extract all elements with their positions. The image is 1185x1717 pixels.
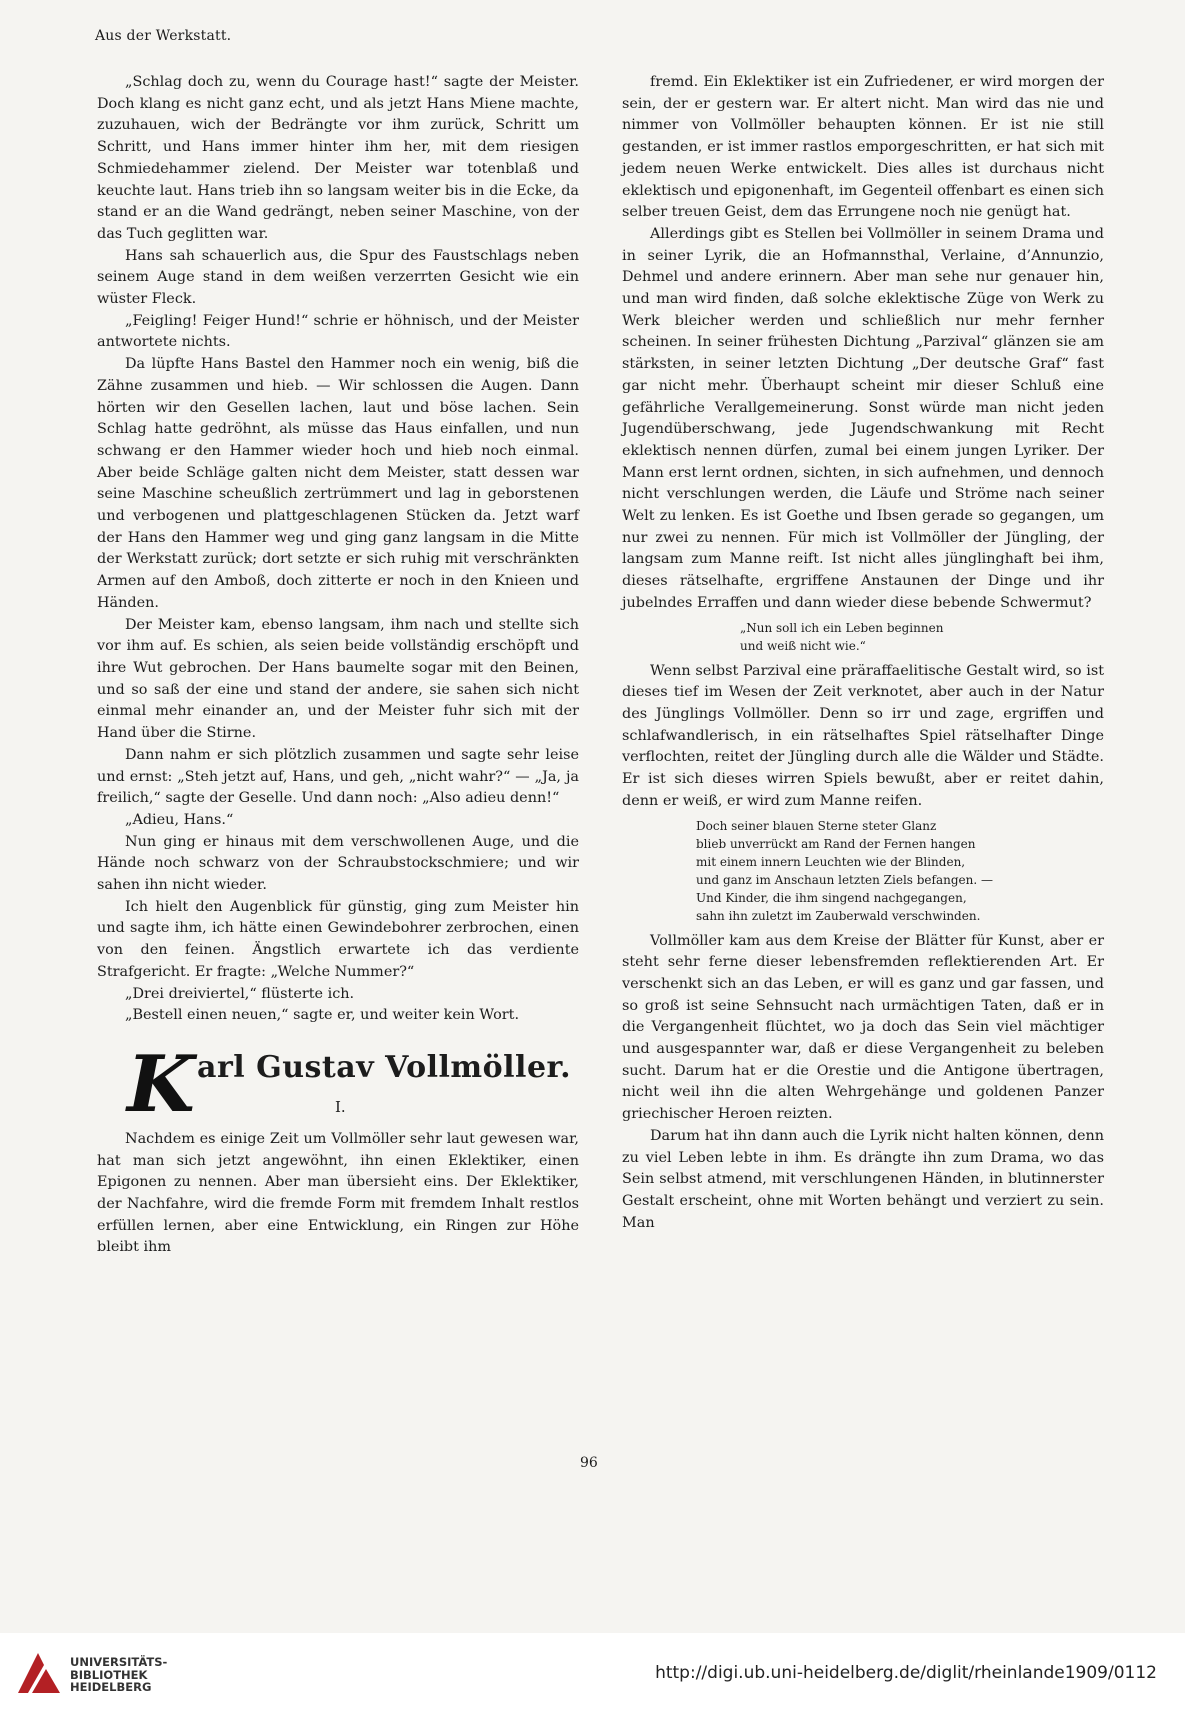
left-paragraphs-after xyxy=(97,1129,579,1259)
paragraph: Dann nahm er sich plötzlich zusammen und sagte sehr leise und ernst: „Steh jetzt auf, Hans, und geh, „nicht wahr?“ — „Ja, ja freilich,“ sagte der Geselle. Und dann noch: „Also adieu denn!“ xyxy=(97,746,579,807)
paragraph: Allerdings gibt es Stellen bei Vollmöller in seinem Drama und in seiner Lyrik, die an Hofmannsthal, Verlaine, d’Annunzio, Dehmel und andere erinnern. Aber man sehe nur genauer hin, und man wird finden, daß solche eklektische Züge von Werk zu Werk bleicher werden und schließlich nur mehr fernher scheinen. In seiner frühesten Dichtung „Parzival“ glänzen sie am stärksten, in seiner letzten Dichtung „Der deutsche Graf“ fast gar nicht mehr. Überhaupt scheint mir dieser Schluß eine gefährliche Verallgemeinerung. Sonst würde man nicht jeden Jugendüberschwang, jede Jugendschwankung mit Recht eklektisch nennen dürfen, zumal bei einem jungen Lyriker. Der Mann erst lernt ordnen, sichten, in sich aufnehmen, und dennoch nicht verschlungen werden, die Läufe und Ströme nach seiner Welt zu lenken. Es ist Goethe und Ibsen gerade so gegangen, um nur zwei zu nennen. Für mich ist Vollmöller der Jüngling, der langsam zum Manne reift. Ist nicht alles jünglinghaft bei ihm, dieses rätselhafte, ergriffene Anstaunen der Dinge und ihr jubelndes Erraffen und dann wieder diese bebende Schwermut? xyxy=(622,225,1104,611)
library-logo-icon xyxy=(14,1647,64,1697)
paragraph: Nachdem es einige Zeit um Vollmöller sehr laut gewesen war, hat man sich jetzt angewöhnt, ihn einen Eklektiker, einen Epigonen zu nennen. Aber man übersieht eins. Der Eklektiker, der Nachfahre, wird die fremde Form mit fremdem Inhalt restlos erfüllen lernen, aber eine Entwicklung, ein Ringen zur Höhe bleibt ihm xyxy=(97,1130,579,1256)
right-paragraphs-1 xyxy=(622,72,1104,615)
paragraph: „Schlag doch zu, wenn du Courage hast!“ sagte der Meister. Doch klang es nicht ganz echt, und als jetzt Hans Miene machte, zuzuhauen, wich der Bedrängte vor ihm zurück, Schritt um Schritt, und Hans immer hinter ihm her, mit dem riesigen Schmiedehammer zielend. Der Meister war totenblaß und keuchte laut. Hans trieb ihn so langsam weiter bis in die Ecke, da stand er an die Wand gedrängt, neben seiner Maschine, von der das Tuch geglitten war. xyxy=(97,74,579,242)
right-column xyxy=(622,72,1104,1234)
poem-line: blieb unverrückt am Rand der Fernen hangen xyxy=(696,836,976,851)
paragraph: Vollmöller kam aus dem Kreise der Blätter für Kunst, aber er steht sehr ferne dieser lebensfremden reflektierenden Art. Er verschenkt sich an das Leben, er will es ganz und gar fassen, und so groß ist seine Sehnsucht nach urmächtigen Taten, daß er in die Vergangenheit flüchtet, wo ja doch das Sein viel mächtiger und ausgespannter war, daß er diese Vergangenheit zu beleben sucht. Darum hat er die Orestie und die Antigone übertragen, nicht weil ihn die alten Wehrgehänge und goldenen Panzer griechischer Heroen reizten. xyxy=(622,932,1104,1123)
poem-line: Und Kinder, die ihm singend nachgegangen, xyxy=(696,890,967,905)
poem-line: Doch seiner blauen Sterne steter Glanz xyxy=(696,818,937,833)
paragraph: Darum hat ihn dann auch die Lyrik nicht halten können, denn zu viel Leben lebte in ihm. Es drängte ihn zum Drama, wo das Sein selbst atmend, mit verschlungenen Händen, in blutinnerster Gestalt erscheint, ohne mit Worten behängt und verziert zu sein. Man xyxy=(622,1127,1104,1231)
paragraph: Da lüpfte Hans Bastel den Hammer noch ein wenig, biß die Zähne zusammen und hieb. — Wir schlossen die Augen. Dann hörten wir den Gesellen lachen, laut und böse lachen. Sein Schlag hatte gedröhnt, als müsse das Haus einfallen, und nun schwang er den Hammer wieder hoch und hieb noch einmal. Aber beide Schläge galten nicht dem Meister, statt dessen war seine Maschine scheußlich zertrümmert und lag in geborstenen und verbogenen und plattgeschlagenen Stücken da. Jetzt warf der Hans den Hammer weg und ging ganz langsam in die Mitte der Werkstatt zurück; dort setzte er sich ruhig mit verschränkten Armen auf den Amboß, doch zitterte er noch in den Knieen und Händen. xyxy=(97,356,579,611)
running-head: Aus der Werkstatt. xyxy=(95,28,232,44)
article-title: arl Gustav Vollmöller. xyxy=(197,1049,572,1085)
paragraph: fremd. Ein Eklektiker ist ein Zufriedener, er wird morgen der sein, der er gestern war. Er altert nicht. Man wird das nie und nimmer von Vollmöller behaupten können. Er ist nie still gestanden, er ist immer rastlos emporgeschritten, er hat sich mit jedem neuen Werke entwickelt. Dies alles ist durchaus nicht eklektisch und epigonenhaft, im Gegenteil offenbart es einen sich selber treuen Geist, dem das Errungene noch nie genügt hat. xyxy=(622,74,1104,221)
left-paragraphs-before xyxy=(97,72,579,1027)
dropcap-letter: K xyxy=(127,1038,195,1130)
library-name xyxy=(70,1656,167,1694)
section-number: I. xyxy=(335,1097,346,1116)
paragraph: „Feigling! Feiger Hund!“ schrie er höhnisch, und der Meister antwortete nichts. xyxy=(97,312,579,351)
library-name-line-2: BIBLIOTHEK xyxy=(70,1667,148,1682)
right-paragraphs-3 xyxy=(622,931,1104,1235)
paragraph: „Bestell einen neuen,“ sagte er, und weiter kein Wort. xyxy=(125,1007,520,1024)
paragraph: Der Meister kam, ebenso langsam, ihm nach und stellte sich vor ihm auf. Es schien, als seien beide vollständig erschöpft und ihre Wut gebrochen. Der Hans baumelte sogar mit den Beinen, und so saß der eine und stand der andere, sie sahen sich nicht einmal mehr einander an, und der Meister fuhr sich mit der Hand über die Stirne. xyxy=(97,616,579,742)
source-url[interactable]: http://digi.ub.uni-heidelberg.de/diglit/rheinlande1909/0112 xyxy=(655,1663,1157,1683)
library-name-line-1: UNIVERSITÄTS- xyxy=(70,1655,168,1669)
poem-quote-1 xyxy=(622,619,1104,655)
poem-line: mit einem innern Leuchten wie der Blinden, xyxy=(696,854,966,869)
digitization-footer xyxy=(0,1633,1185,1717)
paragraph: Nun ging er hinaus mit dem verschwollenen Auge, und die Hände noch schwarz von der Schraubstockschmiere; und wir sahen ihn nicht wieder. xyxy=(97,833,579,894)
section-title xyxy=(97,1038,579,1130)
poem-line: sahn ihn zuletzt im Zauberwald verschwinden. xyxy=(696,908,981,923)
left-column xyxy=(97,72,579,1259)
right-paragraphs-2 xyxy=(622,661,1104,813)
paragraph: Wenn selbst Parzival eine präraffaelitische Gestalt wird, so ist dieses tief im Wesen der Zeit verknotet, aber auch in der Natur des Jünglings Vollmöller. Denn so irr und zage, ergriffen und schlafwandlerisch, in ein rätselhaftes Spiel rätselhafter Dinge verflochten, reitet der Jüngling durch alle die Wälder und Städte. Er ist sich dieses wirren Spiels bewußt, aber er reitet dahin, denn er weiß, er wird zum Manne reifen. xyxy=(622,662,1104,809)
poem-line: und weiß nicht wie.“ xyxy=(740,638,866,653)
poem-line: „Nun soll ich ein Leben beginnen xyxy=(740,620,944,635)
library-name-line-3: HEIDELBERG xyxy=(70,1680,152,1694)
poem-quote-2 xyxy=(622,817,1104,925)
paragraph: Hans sah schauerlich aus, die Spur des Faustschlags neben seinem Auge stand in dem weißen verzerrten Gesicht wie ein wüster Fleck. xyxy=(97,247,579,308)
poem-line: und ganz im Anschaun letzten Ziels befangen. — xyxy=(696,872,993,887)
page-number: 96 xyxy=(580,1455,598,1471)
paragraph: „Drei dreiviertel,“ flüsterte ich. xyxy=(125,985,355,1002)
paragraph: Ich hielt den Augenblick für günstig, ging zum Meister hin und sagte ihm, ich hätte einen Gewindebohrer zerbrochen, einen von den feinen. Ängstlich erwartete ich das verdiente Strafgericht. Er fragte: „Welche Nummer?“ xyxy=(97,898,579,980)
paragraph: „Adieu, Hans.“ xyxy=(125,811,234,828)
